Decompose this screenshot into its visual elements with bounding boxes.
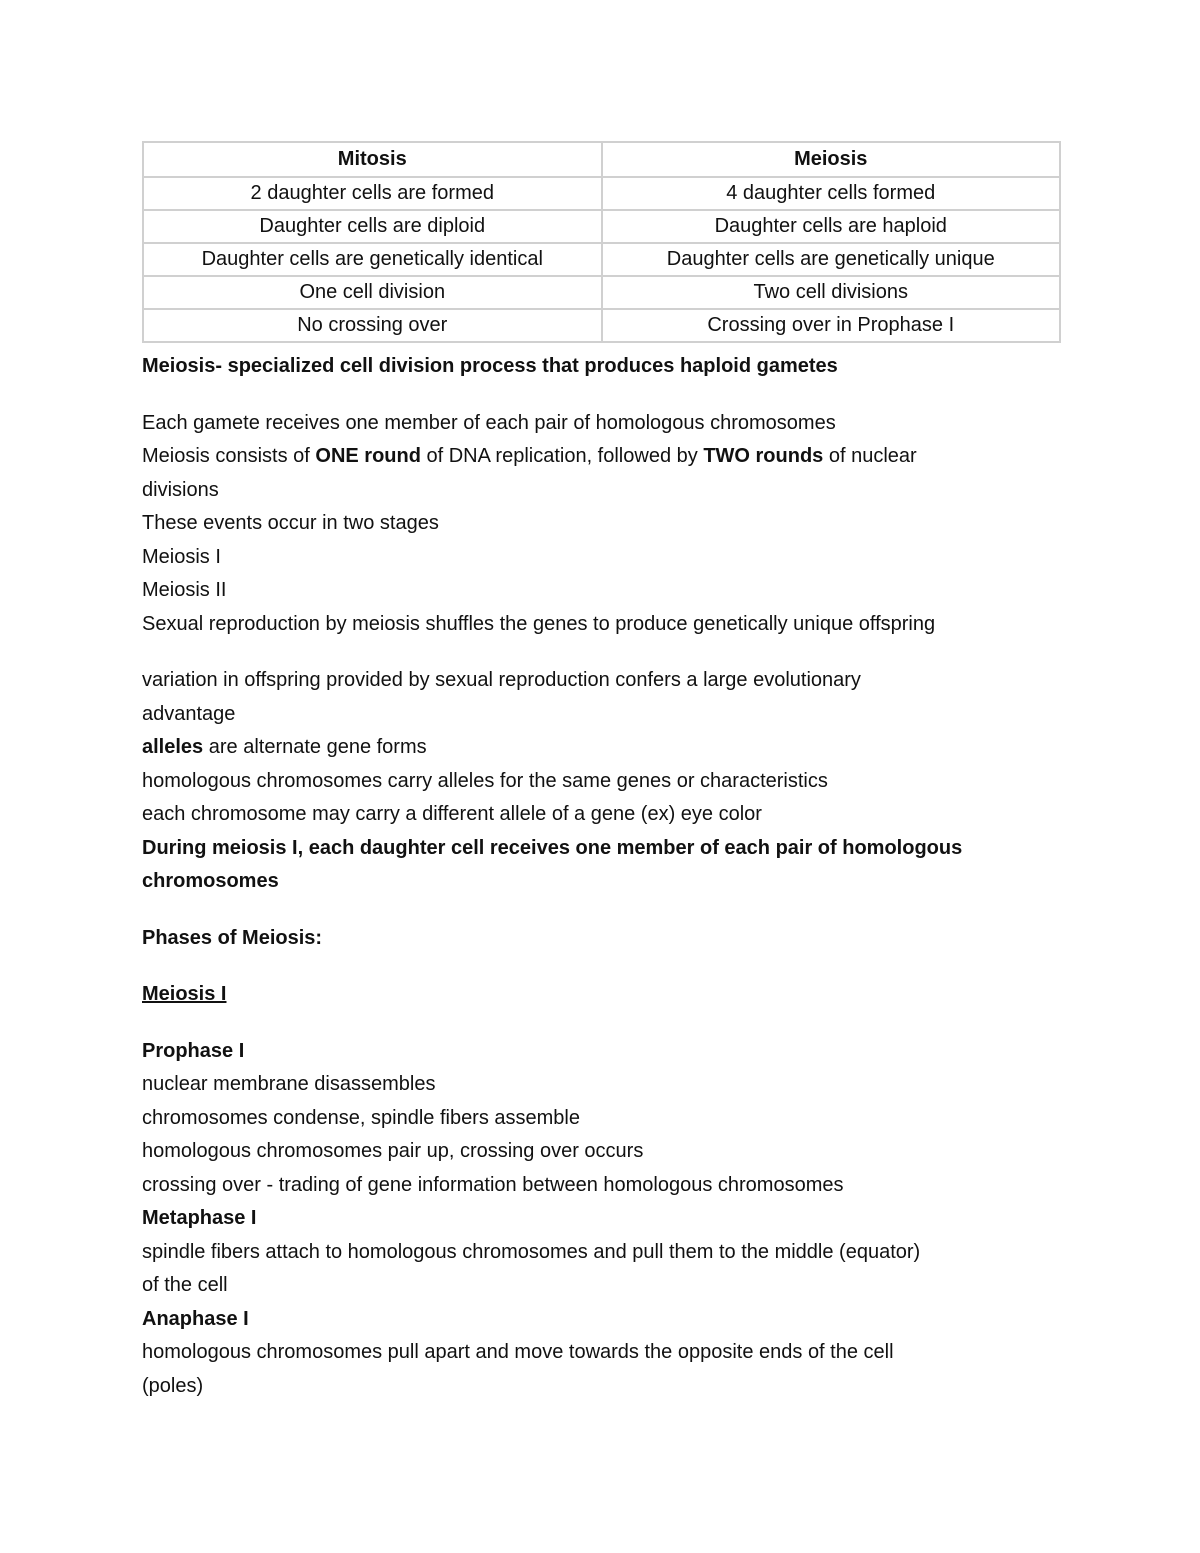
text-run: are alternate gene forms (203, 736, 427, 758)
table-cell: Daughter cells are diploid (143, 210, 602, 243)
paragraph-line: each chromosome may carry a different allele of a gene (ex) eye color (142, 803, 762, 825)
table-row (143, 276, 1060, 309)
meiosis-definition-heading: Meiosis- specialized cell division process that produces haploid gametes (142, 355, 838, 377)
table-cell: Two cell divisions (602, 276, 1061, 309)
paragraph-line: advantage (142, 702, 236, 725)
table-row (143, 243, 1060, 276)
bold-paragraph-line: chromosomes (142, 870, 279, 892)
table-row (143, 210, 1060, 243)
paragraph-line: divisions (142, 478, 219, 501)
table-cell: No crossing over (143, 309, 602, 342)
paragraph-line: Sexual reproduction by meiosis shuffles the genes to produce genetically unique offspring (142, 612, 936, 635)
paragraph-line: homologous chromosomes carry alleles for the same genes or characteristics (142, 769, 828, 792)
paragraph-line: (poles) (142, 1374, 204, 1397)
anaphase-heading: Anaphase I (142, 1307, 249, 1330)
paragraph-line (142, 440, 1062, 474)
paragraph-line: spindle fibers attach to homologous chromosomes and pull them to the middle (equator) (142, 1240, 921, 1263)
column-header-meiosis: Meiosis (602, 142, 1061, 177)
paragraph-line: homologous chromosomes pair up, crossing over occurs (142, 1140, 644, 1162)
text-run: of DNA replication, followed by (420, 445, 704, 467)
table-cell: 2 daughter cells are formed (143, 177, 602, 210)
paragraph-line: chromosomes condense, spindle fibers assemble (142, 1106, 580, 1129)
comparison-table (142, 141, 1061, 343)
bold-paragraph-line: During meiosis I, each daughter cell receives one member of each pair of homologous (142, 836, 963, 859)
paragraph-line (142, 731, 1062, 765)
table-cell: Crossing over in Prophase I (602, 309, 1061, 342)
table-header-row (143, 142, 1060, 177)
paragraph-line: of the cell (142, 1274, 228, 1296)
body-text (142, 350, 1062, 1403)
paragraph-line: Meiosis I (142, 545, 221, 568)
table-cell: One cell division (143, 276, 602, 309)
table-cell: Daughter cells are genetically identical (143, 243, 602, 276)
metaphase-heading: Metaphase I (142, 1207, 257, 1229)
table-cell: Daughter cells are haploid (602, 210, 1061, 243)
meiosis-i-subheading: Meiosis I (142, 983, 227, 1005)
paragraph-line: homologous chromosomes pull apart and move towards the opposite ends of the cell (142, 1341, 894, 1363)
bold-text: alleles (142, 736, 204, 758)
paragraph-line: nuclear membrane disassembles (142, 1073, 436, 1095)
bold-text: TWO rounds (703, 445, 824, 467)
column-header-mitosis: Mitosis (143, 142, 602, 177)
paragraph-line: Each gamete receives one member of each pair of homologous chromosomes (142, 411, 836, 434)
paragraph-line: These events occur in two stages (142, 512, 439, 534)
table-cell: Daughter cells are genetically unique (602, 243, 1061, 276)
text-run: of nuclear (823, 445, 917, 467)
table-row (143, 309, 1060, 342)
bold-text: ONE round (315, 445, 421, 467)
paragraph-line: variation in offspring provided by sexual reproduction confers a large evolutionary (142, 669, 861, 691)
phases-heading: Phases of Meiosis: (142, 926, 323, 949)
paragraph-line: crossing over - trading of gene information between homologous chromosomes (142, 1173, 844, 1196)
table-row (143, 177, 1060, 210)
paragraph-line: Meiosis II (142, 579, 227, 601)
text-run: Meiosis consists of (142, 445, 316, 467)
prophase-heading: Prophase I (142, 1039, 245, 1062)
table-cell: 4 daughter cells formed (602, 177, 1061, 210)
